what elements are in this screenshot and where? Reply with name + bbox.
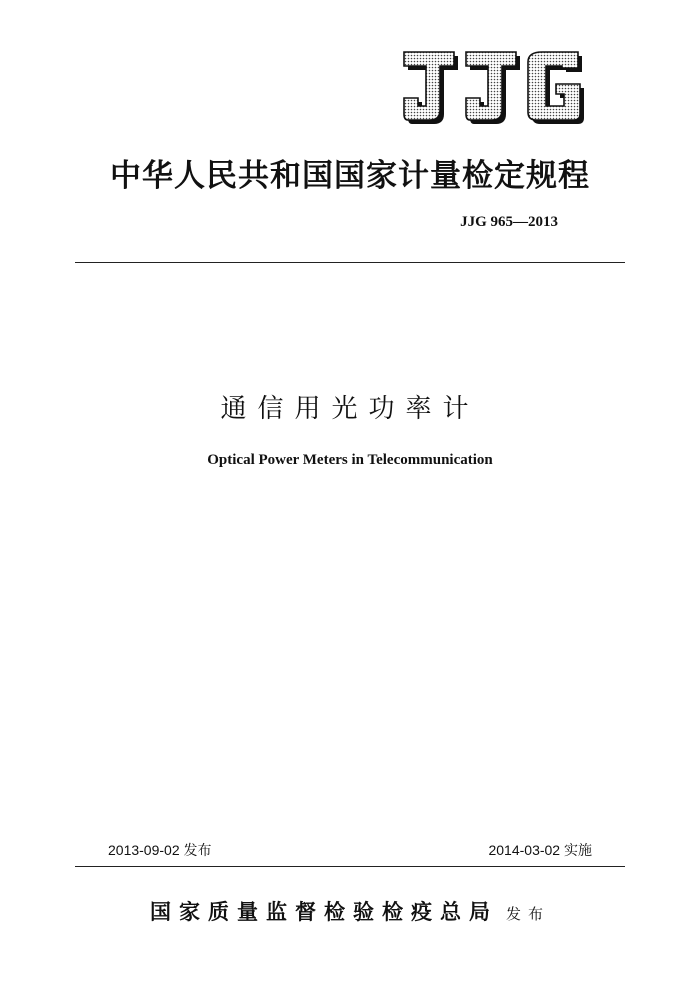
regulation-series-title: 中华人民共和国国家计量检定规程 xyxy=(110,158,590,194)
document-title-en: Optical Power Meters in Telecommunication xyxy=(207,452,493,468)
publish-action: 发布 xyxy=(505,905,550,923)
issue-date: 2013-09-02 发布 xyxy=(108,842,212,858)
publisher-line xyxy=(0,896,700,926)
top-divider xyxy=(75,262,625,263)
publisher-name: 国家质量监督检验检疫总局 xyxy=(149,899,498,924)
effective-date: 2014-03-02 实施 xyxy=(488,842,592,858)
bottom-divider xyxy=(75,866,625,867)
jjg-logo xyxy=(398,48,586,124)
document-code: JJG 965—2013 xyxy=(460,214,558,230)
document-title-cn: 通信用光功率计 xyxy=(220,394,480,424)
